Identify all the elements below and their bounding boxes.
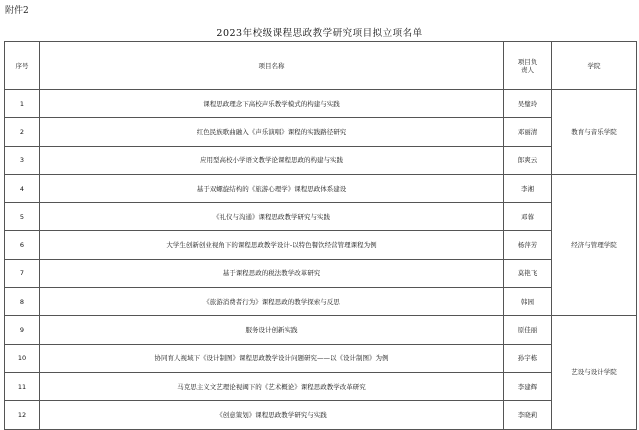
row-no: 12 [5,401,40,429]
table-row [5,259,637,287]
row-project-name: 《旅游消费者行为》课程思政的教学探索与反思 [40,288,504,316]
row-no: 8 [5,288,40,316]
row-no: 9 [5,316,40,344]
header-leader-line1: 项目负 [517,57,538,66]
table-row [5,118,637,146]
header-leader [504,42,552,90]
row-no: 6 [5,231,40,259]
row-leader: 郎爽云 [504,146,552,174]
row-no: 10 [5,344,40,372]
row-project-name: 课程思政理念下高校声乐教学模式的构建与实践 [40,90,504,118]
table-header-row [5,42,637,90]
college-cell-education-music: 教育与音乐学院 [552,90,637,175]
row-leader: 莫艳飞 [504,259,552,287]
table-row [5,231,637,259]
row-project-name: 《礼仪与沟通》课程思政教学研究与实践 [40,203,504,231]
row-project-name: 马克思主义文艺理论视阈下的《艺术概论》课程思政教学改革研究 [40,372,504,400]
row-leader: 韩园 [504,288,552,316]
row-leader: 邓蓉 [504,203,552,231]
header-no: 序号 [5,42,40,90]
row-no: 2 [5,118,40,146]
row-project-name: 红色民族歌曲融入《声乐演唱》课程的实践路径研究 [40,118,504,146]
header-project-name: 项目名称 [40,42,504,90]
row-leader: 李晓莉 [504,401,552,429]
row-no: 7 [5,259,40,287]
row-no: 4 [5,174,40,202]
table-row [5,316,637,344]
row-leader: 邓丽清 [504,118,552,146]
row-project-name: 大学生创新创业视角下的课程思政教学设计-以特色餐饮经营管理课程为例 [40,231,504,259]
project-list-table [4,41,637,430]
table-row [5,203,637,231]
row-leader: 原佳丽 [504,316,552,344]
document-title: 2023年校级课程思政教学研究项目拟立项名单 [216,28,423,39]
header-leader-line2: 责人 [521,65,534,74]
row-leader: 吴璧玲 [504,90,552,118]
header-college: 学院 [552,42,637,90]
row-project-name: 应用型高校小学语文教学论课程思政的构建与实践 [40,146,504,174]
annex-label: 附件2 [5,6,29,16]
college-cell-economics-management: 经济与管理学院 [552,174,637,315]
table-row [5,344,637,372]
row-no: 5 [5,203,40,231]
table-row [5,401,637,429]
row-project-name: 协同育人视域下《设计制图》课程思政教学设计问题研究——以《设计制图》为例 [40,344,504,372]
table-row [5,288,637,316]
table-row [5,90,637,118]
row-leader: 李建辉 [504,372,552,400]
row-leader: 杨萍芳 [504,231,552,259]
row-no: 1 [5,90,40,118]
college-cell-art-design: 艺设与设计学院 [552,316,637,429]
row-project-name: 基于双螺旋结构的《旅游心理学》课程思政体系建设 [40,174,504,202]
row-leader: 孙宇栋 [504,344,552,372]
row-project-name: 服务设计创新实践 [40,316,504,344]
row-project-name: 《创意策划》课程思政教学研究与实践 [40,401,504,429]
row-no: 3 [5,146,40,174]
row-project-name: 基于课程思政的税法教学改革研究 [40,259,504,287]
table-row [5,146,637,174]
row-no: 11 [5,372,40,400]
table-row [5,372,637,400]
row-leader: 李湘 [504,174,552,202]
table-row [5,174,637,202]
